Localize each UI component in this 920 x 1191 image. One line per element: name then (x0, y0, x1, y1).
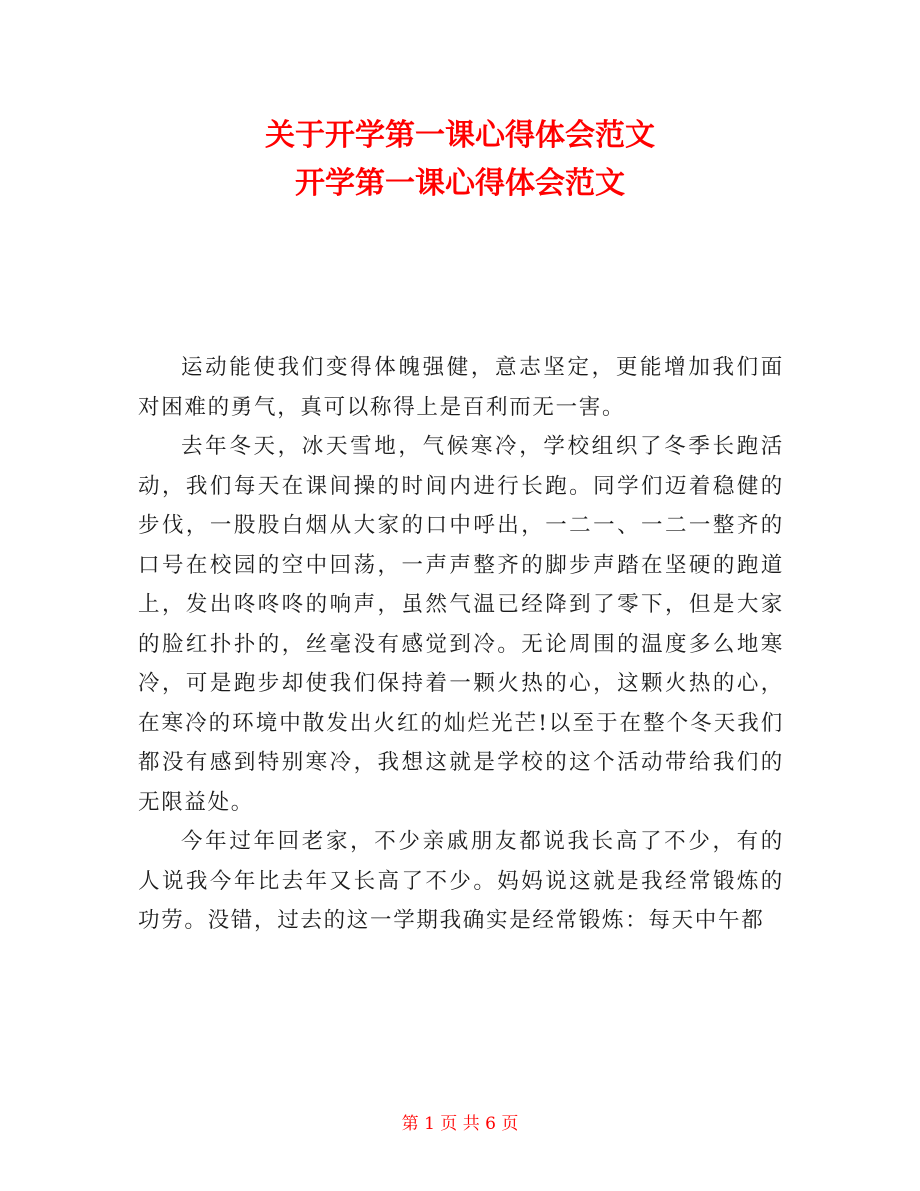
page-footer: 第 1 页 共 6 页 (401, 1114, 519, 1134)
paragraph: 去年冬天，冰天雪地，气候寒冷，学校组织了冬季长跑活动，我们每天在课间操的时间内进行长跑。同学们迈着稳健的步伐，一股股白烟从大家的口中呼出，一二一、一二一整齐的口号在校园的空中回荡，一声声整齐的脚步声踏在坚硬的跑道上，发出咚咚咚的响声，虽然气温已经降到了零下，但是大家的脸红扑扑的，丝毫没有感觉到冷。无论周围的温度多么地寒冷，可是跑步却使我们保持着一颗火热的心，这颗火热的心，在寒冷的环境中散发出火红的灿烂光芒!以至于在整个冬天我们都没有感到特别寒冷，我想这就是学校的这个活动带给我们的无限益处。 (138, 434, 784, 815)
document-subtitle: 开学第一课心得体会范文 (295, 166, 625, 201)
document-body (138, 348, 784, 941)
title-block (0, 112, 920, 208)
paragraph: 运动能使我们变得体魄强健，意志坚定，更能增加我们面对困难的勇气，真可以称得上是百利而无一害。 (138, 355, 784, 420)
document-title: 关于开学第一课心得体会范文 (265, 118, 655, 153)
paragraph: 今年过年回老家，不少亲戚朋友都说我长高了不少，有的人说我今年比去年又长高了不少。妈妈说这就是我经常锻炼的功劳。没错，过去的这一学期我确实是经常锻炼：每天中午都 (138, 829, 784, 933)
